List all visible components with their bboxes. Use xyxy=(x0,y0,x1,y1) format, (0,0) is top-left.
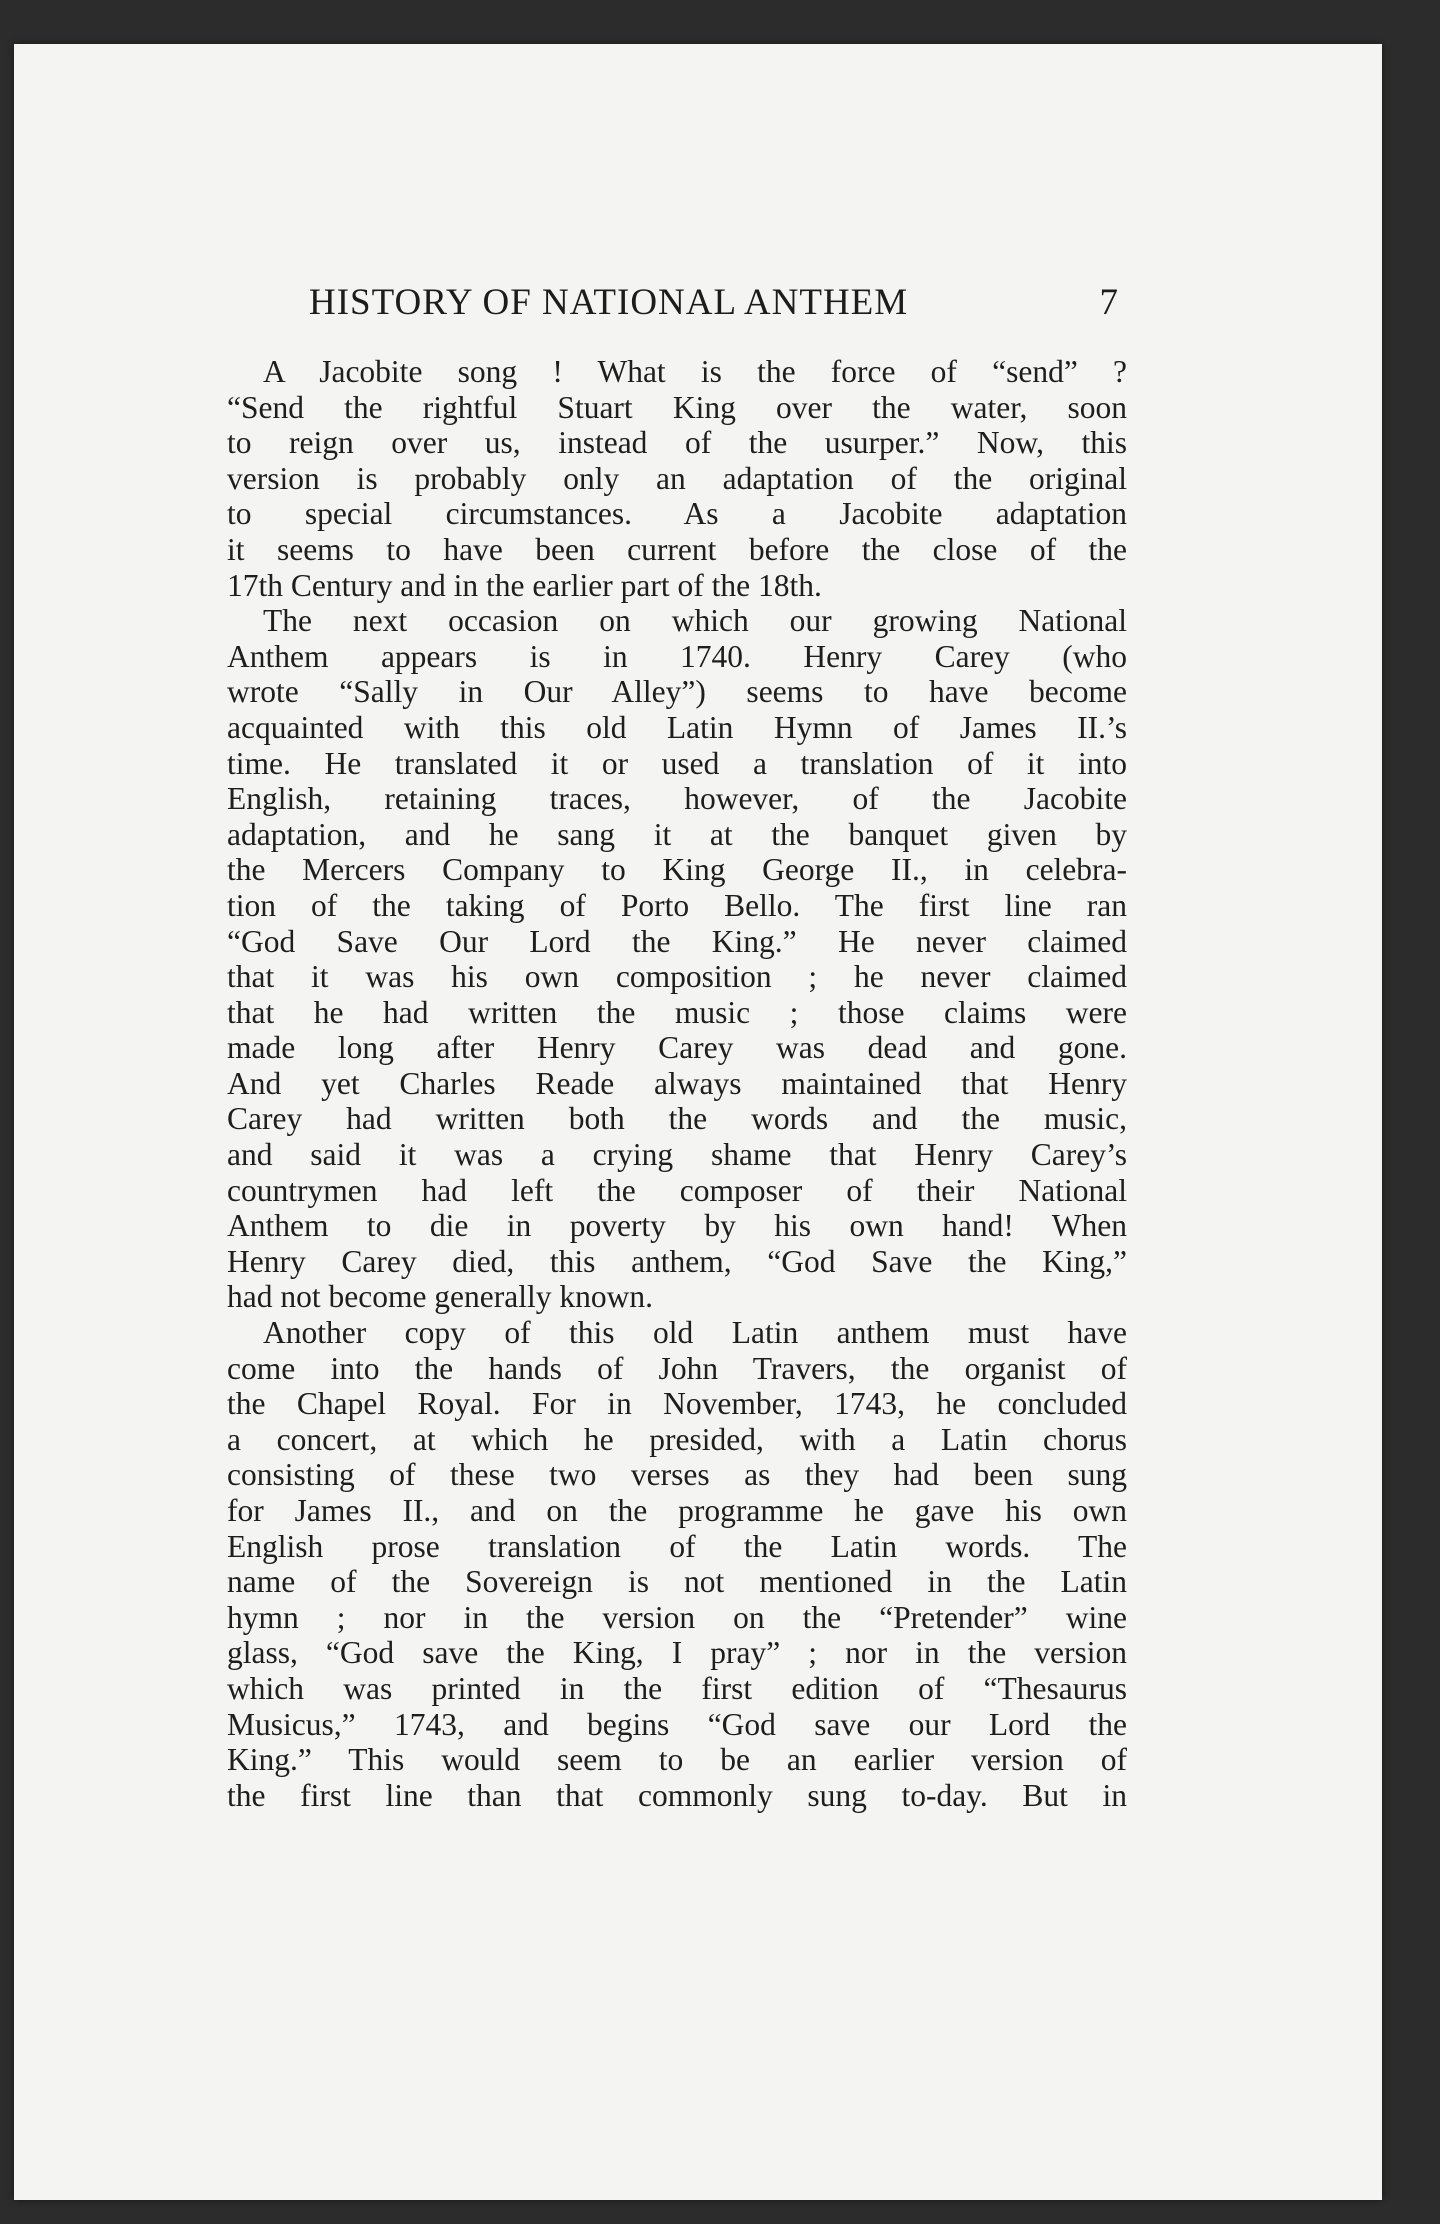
text-line: to reign over us, instead of the usurper.” Now, this xyxy=(227,425,1127,461)
text-line: tion of the taking of Porto Bello. The first line ran xyxy=(227,887,1127,923)
text-line: 17th Century and in the earlier part of the 18th. xyxy=(227,567,822,603)
text-line: The next occasion on which our growing National xyxy=(263,603,1127,639)
text-line: acquainted with this old Latin Hymn of James II.’s xyxy=(227,709,1127,745)
text-line: Musicus,” 1743, and begins “God save our Lord the xyxy=(227,1706,1127,1742)
text-line: a concert, at which he presided, with a Latin chorus xyxy=(227,1421,1127,1457)
text-line: adaptation, and he sang it at the banquet given by xyxy=(227,816,1127,852)
text-line: version is probably only an adaptation of the original xyxy=(227,460,1127,496)
text-line: which was printed in the first edition of “Thesaurus xyxy=(227,1670,1127,1706)
text-line: “Send the rightful Stuart King over the water, soon xyxy=(227,389,1127,425)
text-line: that it was his own composition ; he never claimed xyxy=(227,959,1127,995)
book-page xyxy=(14,44,1382,2200)
text-line: Anthem to die in poverty by his own hand! When xyxy=(227,1208,1127,1244)
text-line: A Jacobite song ! What is the force of “send” ? xyxy=(263,354,1127,389)
text-line: for James II., and on the programme he gave his own xyxy=(227,1493,1127,1528)
text-line: to special circumstances. As a Jacobite adaptation xyxy=(227,496,1127,532)
text-line: and said it was a crying shame that Henry Carey’s xyxy=(227,1137,1127,1173)
text-line: that he had written the music ; those claims were xyxy=(227,994,1127,1030)
text-line: Henry Carey died, this anthem, “God Save the King,” xyxy=(227,1243,1127,1279)
text-line: Another copy of this old Latin anthem must have xyxy=(263,1315,1127,1351)
text-line: hymn ; nor in the version on the “Pretender” wine xyxy=(227,1599,1127,1635)
text-line: English prose translation of the Latin words. The xyxy=(227,1528,1127,1564)
text-line: Carey had written both the words and the music, xyxy=(227,1101,1127,1137)
text-line: the Chapel Royal. For in November, 1743, he concluded xyxy=(227,1386,1127,1422)
page-body xyxy=(227,354,1127,1813)
text-line: come into the hands of John Travers, the organist of xyxy=(227,1350,1127,1386)
text-line: countrymen had left the composer of their National xyxy=(227,1172,1127,1208)
text-line: the Mercers Company to King George II., in celebra- xyxy=(227,852,1127,888)
text-line: English, retaining traces, however, of the Jacobite xyxy=(227,781,1127,817)
text-line: consisting of these two verses as they had been sung xyxy=(227,1457,1127,1493)
page-number: 7 xyxy=(1099,282,1119,323)
running-header xyxy=(309,281,1119,333)
text-line: Anthem appears is in 1740. Henry Carey (who xyxy=(227,638,1127,674)
text-line: time. He translated it or used a translation of it into xyxy=(227,745,1127,781)
text-line: wrote “Sally in Our Alley”) seems to have become xyxy=(227,674,1127,710)
text-line: King.” This would seem to be an earlier version of xyxy=(227,1742,1127,1778)
text-line: And yet Charles Reade always maintained that Henry xyxy=(227,1065,1127,1101)
text-line: “God Save Our Lord the King.” He never claimed xyxy=(227,923,1127,959)
text-line: name of the Sovereign is not mentioned in the Latin xyxy=(227,1564,1127,1600)
text-line: the first line than that commonly sung to-day. But in xyxy=(227,1777,1127,1813)
text-line: glass, “God save the King, I pray” ; nor in the version xyxy=(227,1635,1127,1671)
text-line: had not become generally known. xyxy=(227,1279,653,1315)
running-title: HISTORY OF NATIONAL ANTHEM xyxy=(309,282,909,323)
text-line: it seems to have been current before the close of the xyxy=(227,531,1127,567)
text-line: made long after Henry Carey was dead and gone. xyxy=(227,1030,1127,1066)
